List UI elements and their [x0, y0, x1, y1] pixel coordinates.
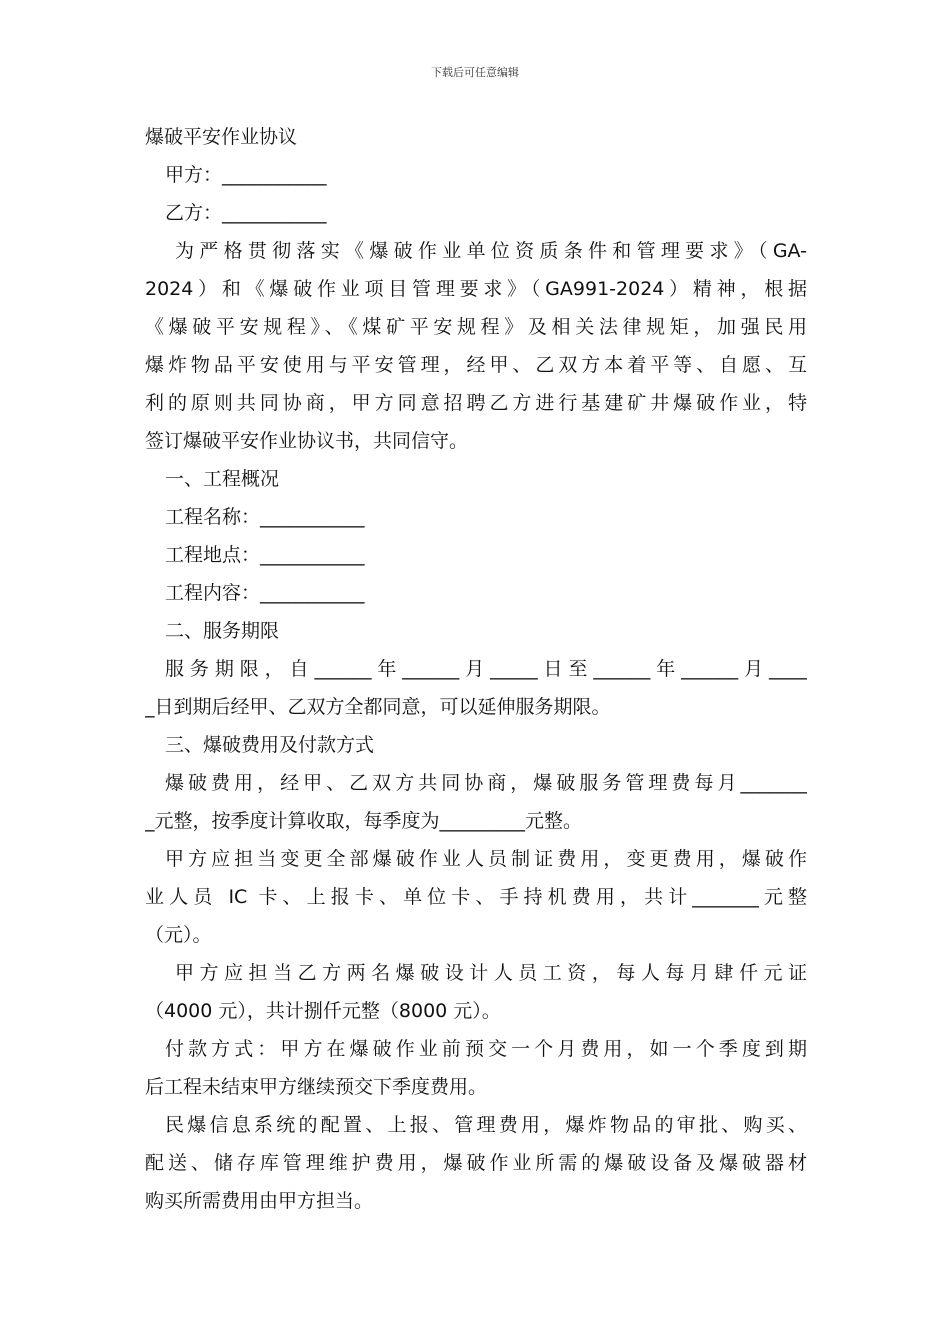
party-a-cost-line: 甲方应担当变更全部爆破作业人员制证费用，变更费用，爆破作: [165, 848, 807, 870]
intro-line: 《爆破平安规程》、《煤矿平安规程》及相关法律规矩，加强民用: [145, 316, 807, 338]
fee-line: 爆破费用，经甲、乙双方共同协商，爆破服务管理费每月_______: [165, 772, 807, 794]
salary-line: （4000 元），共计捌仟元整（8000 元）。: [145, 1000, 501, 1022]
project-content-field: 工程内容：___________: [165, 582, 365, 604]
document-title: 爆破平安作业协议: [145, 126, 298, 148]
system-cost-line: 民爆信息系统的配置、上报、管理费用，爆炸物品的审批、购买、: [165, 1114, 807, 1136]
party-b-field: 乙方：___________: [165, 202, 327, 224]
fee-line: _元整，按季度计算收取，每季度为_________元整。: [145, 810, 583, 832]
system-cost-line: 购买所需费用由甲方担当。: [145, 1190, 374, 1212]
party-a-field: 甲方：___________: [165, 164, 327, 186]
page-header-note: 下载后可任意编辑: [431, 66, 519, 79]
salary-line: 甲方应担当乙方两名爆破设计人员工资，每人每月肆仟元证: [175, 962, 807, 984]
service-term-line: _日到期后经甲、乙双方全都同意，可以延伸服务期限。: [145, 696, 611, 718]
payment-line: 付款方式：甲方在爆破作业前预交一个月费用，如一个季度到期: [165, 1038, 807, 1060]
party-a-cost-line: 业人员 IC 卡、上报卡、单位卡、手持机费用，共计_______元整: [145, 886, 807, 908]
service-term-line: 服务期限，自______年______月_____日至______年______月____: [165, 658, 807, 680]
intro-line: 爆炸物品平安使用与平安管理，经甲、乙双方本着平等、自愿、互: [145, 354, 807, 376]
payment-line: 后工程未结束甲方继续预交下季度费用。: [145, 1076, 488, 1098]
project-location-field: 工程地点：___________: [165, 544, 365, 566]
agreement-document: [145, 118, 807, 1220]
section-heading-term: 二、服务期限: [165, 620, 280, 642]
intro-line: 利的原则共同协商，甲方同意招聘乙方进行基建矿井爆破作业，特: [145, 392, 807, 414]
section-heading-project: 一、工程概况: [165, 468, 280, 490]
intro-line: 签订爆破平安作业协议书，共同信守。: [145, 430, 469, 452]
intro-line: 2024）和《爆破作业项目管理要求》（GA991-2024）精神，根据: [145, 278, 807, 300]
section-heading-fees: 三、爆破费用及付款方式: [165, 734, 375, 756]
project-name-field: 工程名称：___________: [165, 506, 365, 528]
party-a-cost-line: （元）。: [145, 924, 212, 946]
intro-line: 为严格贯彻落实《爆破作业单位资质条件和管理要求》（GA-: [175, 240, 807, 262]
system-cost-line: 配送、储存库管理维护费用，爆破作业所需的爆破设备及爆破器材: [145, 1152, 807, 1174]
